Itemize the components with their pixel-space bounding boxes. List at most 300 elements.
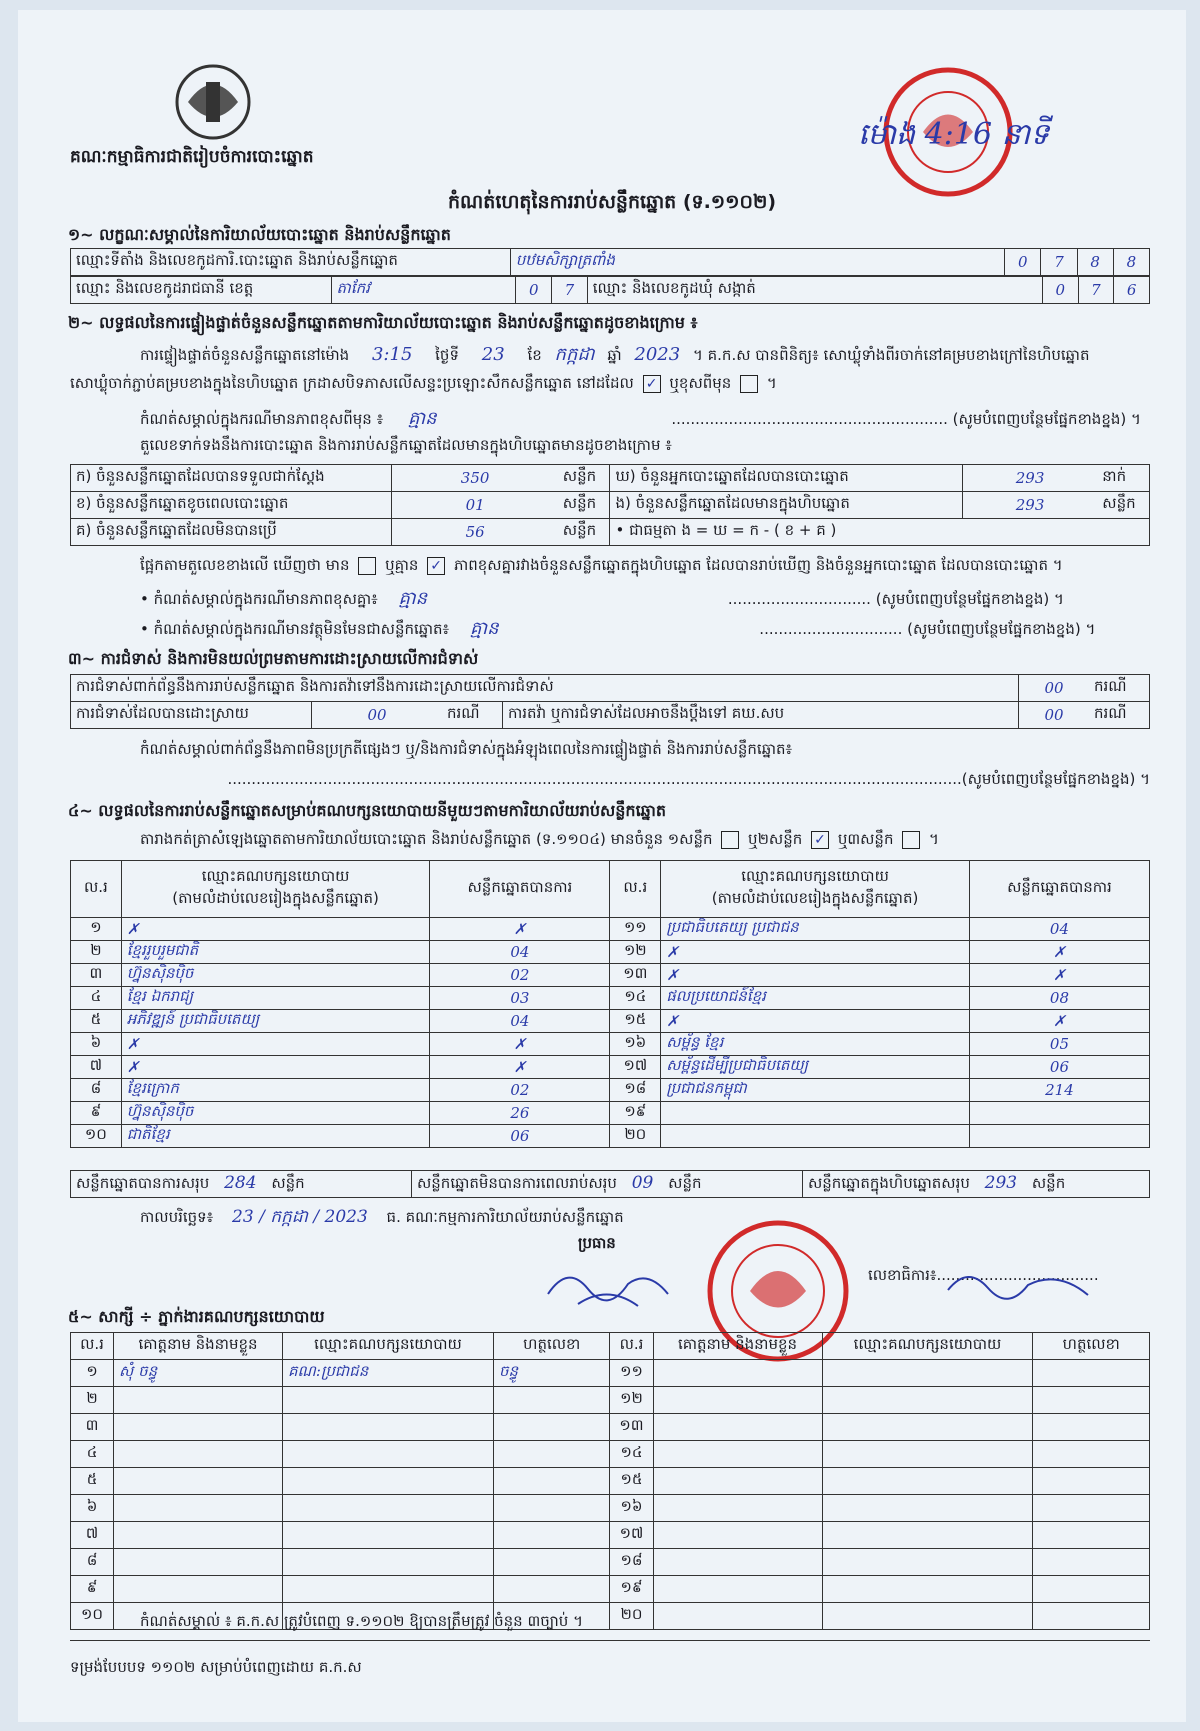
result-left-no: ៧ [71,1056,122,1079]
result-right-votes [969,1102,1149,1125]
witness-right-empty [653,1549,822,1576]
verify-text2: សោឃ្លុំចាក់ភ្ជាប់គម្របខាងក្នុងនៃហិបឆ្នោត ក្រដាសបិទភាសលើសន្ទះប្រឡោះសឹកសន្លឹកឆ្នោត នៅដដែល [70,374,634,392]
result-right-party: សម្ព័ន្ធដើម្បីប្រជាធិបតេយ្យ [661,1056,970,1079]
section2-title: ២~ លទ្ធផលនៃការផ្ទៀងផ្ទាត់ចំនួនសន្លឹកឆ្នោតតាមការិយាល័យបោះឆ្នោត និងរាប់សន្លឹកឆ្នោតដូចខាងក្រោម ៖ [68,313,698,332]
objection-row2-unit2: ករណី [1089,702,1150,729]
witness-left-name [114,1576,283,1603]
fig-label-d: ឃ) ចំនួនអ្នកបោះឆ្នោតដែលបានបោះឆ្នោត [610,465,962,492]
witness-header [71,1333,1150,1360]
w-col-party-left: ឈ្មោះគណបក្សនយោបាយ [283,1333,494,1360]
time-value: 3:15 [371,344,413,365]
result-right-party [661,1102,970,1125]
one-sheet-checkbox[interactable] [721,831,739,849]
witness-left-party: គណ:ប្រជាជន [283,1360,494,1387]
witness-right-empty [653,1360,822,1387]
bullet2-line: • កំណត់សម្គាល់ក្នុងករណីមានវត្ថុមិនមែនជាសន្លឹកឆ្នោត៖ គ្មាន .............................. (សូមបំពេញបន្ថែមផ្នែកខាងខ្នង) ។ [140,618,1096,639]
witness-left-sign [493,1522,610,1549]
witness-left-no: ៧ [71,1522,114,1549]
commune-code-3: 6 [1114,277,1150,304]
day-value: 23 [481,344,505,365]
objection-row2-label: ការជំទាស់ដែលបានដោះស្រាយ [71,702,312,729]
w-col-sign-left: ហត្ថលេខា [493,1333,610,1360]
total-box-label: សន្លឹកឆ្នោតក្នុងហិបឆ្នោតសរុប [808,1173,970,1192]
figures-row [71,492,1150,519]
result-left-party: ខ្មែររួបរួមជាតិ [121,941,430,964]
witness-table [70,1332,1150,1630]
station-code-3: 8 [1077,249,1113,276]
witness-row [71,1414,1150,1441]
witness-right-no: ១៣ [610,1414,653,1441]
bullet1-line: • កំណត់សម្គាល់ក្នុងករណីមានភាពខុសគ្នា៖ គ្មាន .............................. (សូមបំពេញបន្ថែមផ្នែកខាងខ្នង) ។ [140,588,1064,609]
fig-value-a: 350 [392,465,558,492]
witness-left-sign [493,1468,610,1495]
witness-left-name [114,1495,283,1522]
witness-left-name [114,1468,283,1495]
col-party-left-text: ឈ្មោះគណបក្សនយោបាយ [201,867,350,885]
form-sheet [18,10,1186,1722]
station-label: ឈ្មោះទីតាំង និងលេខកូដការិ.បោះឆ្នោត និងរាប់សន្លឹកឆ្នោត [71,249,511,276]
witness-right-empty [653,1495,822,1522]
result-left-votes: ✗ [430,918,610,941]
province-value: តាកែវ [331,277,516,304]
fig-value-e: 293 [962,492,1097,519]
province-code-2: 7 [552,277,588,304]
results-row [71,1079,1150,1102]
witness-right-empty [822,1495,1033,1522]
witness-left-no: ២ [71,1387,114,1414]
station-code-2: 7 [1041,249,1077,276]
witness-right-empty [1033,1468,1150,1495]
figures-row [71,465,1150,492]
result-left-votes: 02 [430,964,610,987]
fig-formula: • ជាធម្មតា ង = ឃ = ក - ( ខ + គ ) [610,519,1150,546]
witness-right-no: ១៦ [610,1495,653,1522]
witness-right-empty [1033,1387,1150,1414]
section4-title: ៤~ លទ្ធផលនៃការរាប់សន្លឹកឆ្នោតសម្រាប់គណបក្សនយោបាយនីមួយៗតាមការិយាល័យរាប់សន្លឹកឆ្នោត [68,801,667,820]
commune-code-2: 7 [1078,277,1114,304]
witness-left-sign [493,1387,610,1414]
witness-left-no: ១ [71,1360,114,1387]
witness-left-no: ៨ [71,1549,114,1576]
witness-right-empty [1033,1441,1150,1468]
total-valid-cell [71,1171,412,1198]
result-left-party: ✗ [121,918,430,941]
result-left-no: ១ [71,918,122,941]
intro-text3: ឬ៣សន្លឹក [837,830,894,848]
result-left-no: ៩ [71,1102,122,1125]
figures-intro: តួលេខទាក់ទងនឹងការបោះឆ្នោត និងការរាប់សន្លឹកឆ្នោតដែលមានក្នុងហិបឆ្នោតមានដូចខាងក្រោម ៖ [140,436,672,454]
bullet1-label: • កំណត់សម្គាល់ក្នុងករណីមានភាពខុសគ្នា៖ [140,590,378,608]
secretary-signature [938,1260,1098,1310]
result-left-party: ✗ [121,1033,430,1056]
w-col-name-right: គោត្តនាម និងនាមខ្លួន [653,1333,822,1360]
witness-left-no: ៣ [71,1414,114,1441]
result-right-no: ១៦ [610,1033,661,1056]
compare-text3: ភាពខុសគ្នារវាងចំនួនសន្លឹកឆ្នោតក្នុងហិបឆ្នោត ដែលបានរាប់ឃើញ និងចំនួនអ្នកបោះឆ្នោត ដែលបានបោះឆ្នោត ។ [453,556,1063,574]
day-prefix: ថ្ងៃទី [435,346,459,364]
witness-right-no: ១១ [610,1360,653,1387]
year-value: 2023 [634,344,681,365]
wrong-label: ឬខុសពីមុន [669,374,732,392]
totals-table [70,1170,1150,1198]
result-right-votes: 04 [969,918,1149,941]
chair-signature [538,1254,678,1314]
month-value: កក្កដា [554,344,595,365]
witness-left-party [283,1549,494,1576]
result-right-party: ប្រជាធិបតេយ្យ ប្រជាជន [661,918,970,941]
result-left-votes: 26 [430,1102,610,1125]
result-left-no: ៨ [71,1079,122,1102]
witness-left-no: ៥ [71,1468,114,1495]
nec-logo [168,62,258,142]
witness-left-sign [493,1549,610,1576]
station-code-1: 0 [1005,249,1041,276]
committee-name: គណៈកម្មាធិការជាតិរៀបចំការបោះឆ្នោត [70,147,314,167]
witness-left-name [114,1522,283,1549]
result-right-votes: 06 [969,1056,1149,1079]
col-party-right [661,861,970,918]
witness-right-empty [822,1441,1033,1468]
witness-left-party [283,1468,494,1495]
col-party-right-sub: (តាមលំដាប់លេខរៀងក្នុងសន្លឹកឆ្នោត) [711,889,919,907]
section3-title: ៣~ ការជំទាស់ និងការមិនយល់ព្រមតាមការដោះស្រាយលើការជំទាស់ [68,649,479,668]
note-line: កំណត់សម្គាល់ក្នុងករណីមានភាពខុសពីមុន ៖ គ្មាន .......................................................... (សូមបំពេញបន្ថែមផ្នែកខាងខ្នង) ។ [140,408,1141,429]
objections-table [70,674,1150,729]
witness-row [71,1441,1150,1468]
result-right-party: ប្រជាជនកម្ពុជា [661,1079,970,1102]
time-prefix: ការផ្ទៀងផ្ទាត់ចំនួនសន្លឹកឆ្នោតនៅម៉ោង [140,346,350,364]
fig-value-b: 01 [392,492,558,519]
fig-label-b: ខ) ចំនួនសន្លឹកឆ្នោតខូចពេលបោះឆ្នោត [71,492,392,519]
fig-unit-a: សន្លឹក [558,465,610,492]
station-code-4: 8 [1113,249,1149,276]
fig-label-e: ង) ចំនួនសន្លឹកឆ្នោតដែលមានក្នុងហិបឆ្នោត [610,492,962,519]
total-box-unit: សន្លឹក [1031,1173,1066,1192]
result-left-no: ១០ [71,1125,122,1148]
witness-row [71,1549,1150,1576]
province-code-1: 0 [516,277,552,304]
bullet2-value: គ្មាន [469,618,499,639]
result-left-votes: 02 [430,1079,610,1102]
objection-row2-unit: ករណី [442,702,503,729]
objection-row2-value2: 00 [1019,702,1090,729]
objection-row1-value: 00 [1019,675,1090,702]
stamp-time: ម៉ោង 4:16 នាទី [858,117,1050,152]
witness-right-empty [1033,1522,1150,1549]
total-box-cell [803,1171,1150,1198]
results-row [71,1056,1150,1079]
result-right-votes: 214 [969,1079,1149,1102]
witness-right-no: ១៤ [610,1441,653,1468]
compare-text: ផ្អែកតាមតួលេខខាងលើ ឃើញថា មាន [140,556,350,574]
chair-label: ប្រធាន [578,1234,616,1252]
witness-right-empty [653,1576,822,1603]
result-right-party: ✗ [661,1010,970,1033]
total-invalid-value: 09 [631,1172,654,1193]
objection-row1-label: ការជំទាស់ពាក់ព័ន្ធនឹងការរាប់សន្លឹកឆ្នោត និងការតវ៉ាទៅនឹងការដោះស្រាយលើការជំទាស់ [71,675,1019,702]
result-right-votes [969,1125,1149,1148]
date-value: 23 / កក្កដា / 2023 [232,1207,368,1227]
section1-title: ១~ លក្ខណៈសម្គាល់នៃការិយាល័យបោះឆ្នោត និងរាប់សន្លឹកឆ្នោត [68,225,451,244]
witness-left-name [114,1387,283,1414]
w-col-no-left: ល.រ [71,1333,114,1360]
result-left-no: ៥ [71,1010,122,1033]
witness-right-empty [1033,1549,1150,1576]
witness-left-sign [493,1441,610,1468]
col-votes-left: សន្លឹកឆ្នោតបានការ [430,861,610,918]
note-value: គ្មាន [407,408,437,429]
result-right-votes: ✗ [969,1010,1149,1033]
footer-text: ទម្រង់បែបបទ ១១០២ សម្រាប់បំពេញដោយ គ.ក.ស [70,1658,362,1676]
result-right-no: ២០ [610,1125,661,1148]
witness-left-sign [493,1576,610,1603]
results-row [71,1010,1150,1033]
two-sheets-checkbox[interactable]: ✓ [811,831,829,849]
witness-right-no: ១៥ [610,1468,653,1495]
witness-right-no: ១៧ [610,1522,653,1549]
witness-right-empty [822,1414,1033,1441]
date-line [140,1206,624,1231]
result-left-party: អភិវឌ្ឍន៍ ប្រជាធិបតេយ្យ [121,1010,430,1033]
result-right-votes: ✗ [969,941,1149,964]
compare-text2: ឬគ្មាន [385,556,419,574]
bullet2-suffix: (សូមបំពេញបន្ថែមផ្នែកខាងខ្នង) ។ [907,620,1096,638]
result-right-no: ១៧ [610,1056,661,1079]
bullet1-value: គ្មាន [398,588,428,609]
result-right-party: សម្ព័ន្ធ ខ្មែរ [661,1033,970,1056]
results-row [71,1102,1150,1125]
form-title: កំណត់ហេតុនៃការរាប់សន្លឹកឆ្នោត (ទ.១១០២) [448,191,777,213]
col-no-right: ល.រ [610,861,661,918]
witness-row [71,1468,1150,1495]
col-party-left [121,861,430,918]
witness-left-sign: ចន្ធូ [493,1360,610,1387]
witness-right-empty [822,1387,1033,1414]
difference-yes-checkbox[interactable] [358,557,376,575]
result-right-votes: ✗ [969,964,1149,987]
witness-right-empty [653,1387,822,1414]
result-left-no: ៦ [71,1033,122,1056]
witness-left-name [114,1414,283,1441]
month-prefix: ខែ [527,346,542,364]
result-left-party: ✗ [121,1056,430,1079]
witness-right-no: ១៨ [610,1549,653,1576]
witness-left-name: សុំ ចន្ធូ [114,1360,283,1387]
result-right-party: ផលប្រយោជន៍ខ្មែរ [661,987,970,1010]
witness-right-empty [1033,1603,1150,1630]
verify-text: ។ គ.ក.ស បានពិនិត្យ៖ សោឃ្លុំទាំងពីរចាក់នៅគម្របខាងក្រៅនៃហិបឆ្នោត [692,346,1090,364]
results-header [71,861,1150,918]
result-right-party [661,1125,970,1148]
witness-row [71,1360,1150,1387]
result-right-no: ១៨ [610,1079,661,1102]
date-label: កាលបរិច្ឆេទ៖ [140,1208,214,1226]
section3-fill-text: (សូមបំពេញបន្ថែមផ្នែកខាងខ្នង) ។ [961,770,1150,788]
col-party-left-sub: (តាមលំដាប់លេខរៀងក្នុងសន្លឹកឆ្នោត) [172,889,379,907]
w-col-name-left: គោត្តនាម និងនាមខ្លួន [114,1333,283,1360]
result-left-no: ៤ [71,987,122,1010]
witness-right-empty [822,1603,1033,1630]
fig-label-a: ក) ចំនួនសន្លឹកឆ្នោតដែលបានទទួលជាក់ស្ដែង [71,465,392,492]
result-right-party: ✗ [661,964,970,987]
witness-left-party [283,1387,494,1414]
witness-left-party [283,1414,494,1441]
section3-note: កំណត់សម្គាល់ពាក់ព័ន្ធនឹងភាពមិនប្រក្រតីផ្សេងៗ ឬ/និងការជំទាស់ក្នុងអំឡុងពេលនៃការផ្ទៀងផ្ទាត់ និងការរាប់សន្លឹកឆ្នោត៖ [140,740,793,758]
witness-left-no: ៩ [71,1576,114,1603]
bullet1-suffix: (សូមបំពេញបន្ថែមផ្នែកខាងខ្នង) ។ [875,590,1064,608]
result-left-party: ហ្វ៊ុនស៊ិនប៉ិច [121,1102,430,1125]
col-party-right-text: ឈ្មោះគណបក្សនយោបាយ [741,867,889,885]
result-right-no: ១៣ [610,964,661,987]
total-valid-label: សន្លឹកឆ្នោតបានការសរុប [76,1173,210,1192]
note-label: កំណត់សម្គាល់ក្នុងករណីមានភាពខុសពីមុន ៖ [140,410,384,428]
total-box-value: 293 [984,1172,1018,1193]
section1-table [70,248,1150,276]
witness-right-empty [1033,1360,1150,1387]
witness-left-no: ១០ [71,1603,114,1630]
witness-right-empty [1033,1414,1150,1441]
witness-left-no: ៦ [71,1495,114,1522]
witness-right-empty [822,1522,1033,1549]
witness-right-empty [822,1468,1033,1495]
witness-right-empty [653,1414,822,1441]
section4-intro: តារាងកត់ត្រាសំឡេងឆ្នោតតាមការិយាល័យបោះឆ្នោត និងរាប់សន្លឹកឆ្នោត (ទ.១១០៤) មានចំនួន ១សន្លឹក ឬ២សន្លឹក ✓ ឬ៣សន្លឹក ។ [140,830,939,848]
witness-right-empty [822,1360,1033,1387]
bullet2-label: • កំណត់សម្គាល់ក្នុងករណីមានវត្ថុមិនមែនជាសន្លឹកឆ្នោត៖ [140,620,450,638]
total-invalid-label: សន្លឹកឆ្នោតមិនបានការពេលរាប់សរុប [417,1173,617,1192]
result-right-no: ១១ [610,918,661,941]
result-right-party: ✗ [661,941,970,964]
figures-row [71,519,1150,546]
witness-left-sign [493,1495,610,1522]
witness-right-empty [1033,1495,1150,1522]
year-prefix: ឆ្នាំ [607,346,622,364]
result-left-votes: 04 [430,941,610,964]
results-row [71,941,1150,964]
three-sheets-checkbox[interactable] [902,831,920,849]
result-left-votes: 04 [430,1010,610,1033]
witness-right-no: ១២ [610,1387,653,1414]
result-left-votes: ✗ [430,1056,610,1079]
witness-right-empty [822,1549,1033,1576]
witness-right-no: ១៩ [610,1576,653,1603]
station-value: បឋមសិក្សាត្រពាំង [510,249,993,276]
witness-left-party [283,1576,494,1603]
fig-unit-e: សន្លឹក [1097,492,1149,519]
result-right-no: ១២ [610,941,661,964]
province-label: ឈ្មោះ និងលេខកូដរាជធានី ខេត្ត [71,277,332,304]
result-left-votes: 03 [430,987,610,1010]
witness-row [71,1522,1150,1549]
fig-value-d: 293 [962,465,1097,492]
witness-right-empty [653,1468,822,1495]
fig-value-c: 56 [392,519,558,546]
witness-right-no: ២០ [610,1603,653,1630]
w-col-sign-right: ហត្ថលេខា [1033,1333,1150,1360]
secretary-line: លេខាធិការ៖.................................. [868,1266,1099,1284]
verify-line-2: សោឃ្លុំចាក់ភ្ជាប់គម្របខាងក្នុងនៃហិបឆ្នោត ក្រដាសបិទភាសលើសន្ទះប្រឡោះសឹកសន្លឹកឆ្នោត នៅដដែល ✓ ឬខុសពីមុន ។ [70,374,777,392]
total-invalid-cell [412,1171,803,1198]
result-left-party: ខ្មែរក្រោក [121,1079,430,1102]
witness-left-party [283,1441,494,1468]
witness-right-empty [653,1441,822,1468]
results-row [71,918,1150,941]
result-left-no: ២ [71,941,122,964]
section1-table-row2 [70,276,1150,304]
compare-line [140,556,1063,578]
results-row [71,1125,1150,1148]
result-left-no: ៣ [71,964,122,987]
witness-right-empty [1033,1576,1150,1603]
witness-row [71,1576,1150,1603]
wrong-checkbox[interactable] [740,375,758,393]
witness-left-party [283,1495,494,1522]
witness-left-no: ៤ [71,1441,114,1468]
result-left-votes: 06 [430,1125,610,1148]
objection-row1-unit: ករណី [1089,675,1150,702]
result-left-party: ហ្វ៊ុនស៊ិនប៉ិច [121,964,430,987]
secretary-label: លេខាធិការ [868,1266,930,1284]
result-right-no: ១៥ [610,1010,661,1033]
fig-unit-c: សន្លឹក [558,519,610,546]
signed-by: ធ. គណៈកម្មការការិយាល័យរាប់សន្លឹកឆ្នោត [386,1208,624,1226]
witness-left-name [114,1441,283,1468]
commune-label: ឈ្មោះ និងលេខកូដឃុំ សង្កាត់ [587,277,1042,304]
witness-left-sign [493,1414,610,1441]
w-col-no-right: ល.រ [610,1333,653,1360]
commune-code-1: 0 [1042,277,1078,304]
note-suffix: (សូមបំពេញបន្ថែមផ្នែកខាងខ្នង) ។ [952,410,1141,428]
objection-row2-value: 00 [312,702,443,729]
results-row [71,1033,1150,1056]
result-left-party: ជាតិខ្មែរ [121,1125,430,1148]
total-valid-unit: សន្លឹក [271,1173,305,1192]
witness-right-empty [653,1522,822,1549]
fig-unit-d: នាក់ [1097,465,1149,492]
same-checkbox[interactable]: ✓ [643,375,661,393]
witness-left-party [283,1522,494,1549]
difference-no-checkbox[interactable]: ✓ [427,557,445,575]
footnote: កំណត់សម្គាល់ ៖ គ.ក.ស ត្រូវបំពេញ ទ.១១០២ ឱ្យបានត្រឹមត្រូវ ចំនួន ៣ច្បាប់ ។ [140,1612,583,1630]
result-left-votes: ✗ [430,1033,610,1056]
intro-text: តារាងកត់ត្រាសំឡេងឆ្នោតតាមការិយាល័យបោះឆ្នោត និងរាប់សន្លឹកឆ្នោត (ទ.១១០៤) មានចំនួន ១សន្លឹក [140,830,713,848]
witness-right-empty [822,1576,1033,1603]
results-table [70,860,1150,1148]
result-right-votes: 05 [969,1033,1149,1056]
witness-right-empty [653,1603,822,1630]
fig-unit-b: សន្លឹក [558,492,610,519]
figures-table [70,464,1150,546]
footer-divider [70,1640,1150,1641]
witness-row [71,1495,1150,1522]
col-votes-right: សន្លឹកឆ្នោតបានការ [969,861,1149,918]
total-invalid-unit: សន្លឹក [668,1173,702,1192]
result-right-no: ១៤ [610,987,661,1010]
col-no-left: ល.រ [71,861,122,918]
results-row [71,964,1150,987]
witness-row [71,1387,1150,1414]
witness-left-name [114,1549,283,1576]
verify-time-line [140,342,1089,369]
section3-fill: ..........................................................................................................................................................(សូមបំពេញបន្ថែមផ្នែកខាងខ្នង) ។ [227,770,1150,788]
results-row [71,987,1150,1010]
result-right-votes: 08 [969,987,1149,1010]
objection-row2-label2: ការតវ៉ា ឬការជំទាស់ដែលអាចនឹងប្ដឹងទៅ គឃ.សប [503,702,1019,729]
w-col-party-right: ឈ្មោះគណបក្សនយោបាយ [822,1333,1033,1360]
total-valid-value: 284 [224,1172,257,1193]
intro-text2: ឬ២សន្លឹក [748,830,803,848]
result-right-no: ១៩ [610,1102,661,1125]
